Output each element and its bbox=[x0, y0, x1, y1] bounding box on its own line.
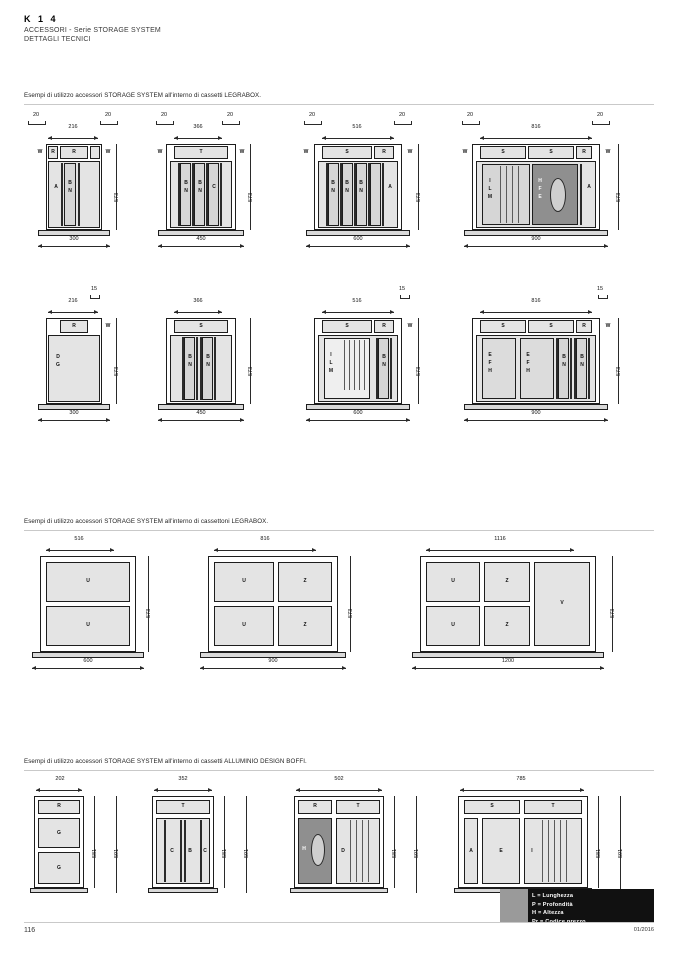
figure-r2-c2 bbox=[150, 286, 280, 436]
dim-width: 450 bbox=[196, 236, 206, 242]
label-b: B bbox=[68, 180, 72, 186]
dim-inner-width: 366 bbox=[193, 298, 203, 304]
section-2-caption: Esempi di utilizzo accessori STORAGE SYSTEM all'interno di cassettoni LEGRABOX. bbox=[24, 518, 269, 525]
section-3-caption: Esempi di utilizzo accessori STORAGE SYSTEM all'interno di cassetti ALLUMINIO DESIGN BOFFI. bbox=[24, 758, 307, 765]
page-code: K 1 4 bbox=[24, 14, 59, 24]
label-d: D bbox=[56, 354, 60, 360]
dim-top-right: 20 bbox=[226, 112, 234, 118]
figure-r4-c3 bbox=[284, 776, 434, 906]
label-b3: B bbox=[359, 180, 363, 186]
label-g2: G bbox=[57, 865, 61, 871]
dim-width: 600 bbox=[353, 410, 363, 416]
legend-lines bbox=[532, 892, 586, 926]
label-h: H bbox=[302, 846, 306, 852]
dim-top-left: 20 bbox=[308, 112, 316, 118]
dim-height: 573 bbox=[416, 192, 422, 202]
dim-top-left: 20 bbox=[466, 112, 474, 118]
dim-width: 300 bbox=[69, 410, 79, 416]
dim-inner-width: 816 bbox=[260, 536, 270, 542]
dim-width: 1200 bbox=[501, 658, 515, 664]
dim-width: 900 bbox=[531, 236, 541, 242]
dim-top-right: 15 bbox=[596, 286, 604, 292]
label-i: I bbox=[489, 178, 491, 184]
dim-top-right: 20 bbox=[398, 112, 406, 118]
dim-inner-width: 816 bbox=[531, 124, 541, 130]
header-subtitle-1: ACCESSORI - Serie STORAGE SYSTEM bbox=[24, 27, 161, 34]
dim-height-b: 591 bbox=[114, 848, 120, 858]
footer-rule bbox=[24, 922, 654, 923]
base-plinth bbox=[290, 888, 388, 893]
label-n1: N bbox=[562, 362, 566, 368]
label-s1: S bbox=[501, 149, 505, 155]
label-u-tl: U bbox=[451, 578, 455, 584]
label-n2: N bbox=[345, 188, 349, 194]
label-b2: B bbox=[198, 180, 202, 186]
label-r: R bbox=[582, 149, 586, 155]
label-s: S bbox=[345, 149, 349, 155]
label-l: L bbox=[329, 360, 333, 366]
dim-width: 600 bbox=[353, 236, 363, 242]
label-e: E bbox=[538, 194, 542, 200]
dim-height-b: 591 bbox=[414, 848, 420, 858]
dim-inner-width: 202 bbox=[55, 776, 65, 782]
figure-r4-c4 bbox=[446, 776, 656, 906]
label-r: R bbox=[382, 323, 386, 329]
dim-width: 900 bbox=[531, 410, 541, 416]
dim-inner-width: 216 bbox=[68, 298, 78, 304]
dim-width: 300 bbox=[69, 236, 79, 242]
label-v: V bbox=[560, 600, 564, 606]
dim-inner-width: 785 bbox=[516, 776, 526, 782]
dim-inner-width: 516 bbox=[74, 536, 84, 542]
label-s1: S bbox=[501, 323, 505, 329]
label-b2: B bbox=[206, 354, 210, 360]
header-subtitle-2: DETTAGLI TECNICI bbox=[24, 36, 91, 43]
label-d: D bbox=[341, 848, 345, 854]
label-c2: C bbox=[203, 848, 207, 854]
dim-width: 900 bbox=[268, 658, 278, 664]
dim-inner-width: 216 bbox=[68, 124, 78, 130]
section-2-rule bbox=[24, 530, 654, 531]
label-z-br: Z bbox=[303, 622, 307, 628]
dim-height: 573 bbox=[416, 366, 422, 376]
label-m: M bbox=[328, 368, 334, 374]
figure-r1-c2 bbox=[150, 112, 280, 262]
dim-height: 573 bbox=[616, 366, 622, 376]
label-b1: B bbox=[331, 180, 335, 186]
dim-height: 573 bbox=[616, 192, 622, 202]
label-b: B bbox=[382, 354, 386, 360]
label-m: M bbox=[487, 194, 493, 200]
figure-r3-c1 bbox=[24, 534, 184, 684]
figure-r2-c1 bbox=[24, 286, 144, 436]
page-number: 116 bbox=[24, 927, 36, 934]
dim-top-right: 15 bbox=[398, 286, 406, 292]
dim-height: 573 bbox=[146, 608, 152, 618]
label-u-bl: U bbox=[451, 622, 455, 628]
base-plinth bbox=[30, 888, 88, 893]
label-n: N bbox=[382, 362, 386, 368]
dim-top-right: 20 bbox=[596, 112, 604, 118]
dim-height-a: 581 bbox=[596, 848, 602, 858]
label-u-tl: U bbox=[242, 578, 246, 584]
dim-inner-width: 516 bbox=[352, 298, 362, 304]
label-r: R bbox=[582, 323, 586, 329]
label-i: I bbox=[531, 848, 533, 854]
label-n1: N bbox=[331, 188, 335, 194]
label-s2: S bbox=[549, 323, 553, 329]
label-u-top: U bbox=[86, 578, 90, 584]
section-1-rule bbox=[24, 104, 654, 105]
bowl-icon bbox=[550, 178, 566, 212]
label-r: R bbox=[57, 803, 61, 809]
footer-date: 01/2016 bbox=[633, 927, 654, 933]
legend-swatch bbox=[500, 889, 528, 923]
label-w-left: W bbox=[462, 149, 468, 155]
base-plinth bbox=[148, 888, 218, 893]
dim-inner-width: 516 bbox=[352, 124, 362, 130]
label-w-left: W bbox=[303, 149, 309, 155]
section-1-caption: Esempi di utilizzo accessori STORAGE SYSTEM all'interno di cassetti LEGRABOX. bbox=[24, 92, 262, 99]
label-w-left: W bbox=[157, 149, 163, 155]
figure-r4-c2 bbox=[142, 776, 272, 906]
label-g: G bbox=[56, 362, 60, 368]
tray-w-right bbox=[90, 146, 100, 159]
label-n3: N bbox=[359, 188, 363, 194]
tray-b bbox=[64, 163, 76, 226]
dim-height: 573 bbox=[348, 608, 354, 618]
figure-r3-c3 bbox=[408, 534, 648, 684]
label-t: T bbox=[356, 803, 360, 809]
label-w-right: W bbox=[605, 149, 611, 155]
label-n2: N bbox=[580, 362, 584, 368]
dim-height-a: 581 bbox=[92, 848, 98, 858]
dim-height-b: 591 bbox=[244, 848, 250, 858]
label-t: T bbox=[551, 803, 555, 809]
dim-height: 573 bbox=[114, 366, 120, 376]
label-w: W bbox=[105, 323, 111, 329]
legend-line-3: H = Altezza bbox=[532, 910, 564, 916]
page-header bbox=[24, 14, 161, 43]
label-f1: F bbox=[488, 360, 492, 366]
label-n2: N bbox=[206, 362, 210, 368]
dim-height-a: 581 bbox=[222, 848, 228, 858]
label-b2: B bbox=[580, 354, 584, 360]
dim-top-left: 20 bbox=[32, 112, 40, 118]
label-f2: F bbox=[526, 360, 530, 366]
label-b1: B bbox=[184, 180, 188, 186]
label-n1: N bbox=[188, 362, 192, 368]
dim-inner-width: 352 bbox=[178, 776, 188, 782]
figure-r1-c3 bbox=[296, 112, 446, 262]
label-h2: H bbox=[526, 368, 530, 374]
label-n2: N bbox=[198, 188, 202, 194]
label-t: T bbox=[181, 803, 185, 809]
label-b1: B bbox=[562, 354, 566, 360]
label-e1: E bbox=[488, 352, 492, 358]
label-a: A bbox=[54, 184, 58, 190]
label-e2: E bbox=[526, 352, 530, 358]
label-e: E bbox=[499, 848, 503, 854]
tray-lower bbox=[48, 335, 100, 402]
dim-height: 573 bbox=[248, 192, 254, 202]
label-w-left: W bbox=[37, 149, 43, 155]
label-w-right: W bbox=[407, 149, 413, 155]
figure-r1-c1 bbox=[24, 112, 144, 262]
label-n1: N bbox=[184, 188, 188, 194]
label-h: H bbox=[538, 178, 542, 184]
label-a: A bbox=[587, 184, 591, 190]
label-z-tm: Z bbox=[505, 578, 509, 584]
label-f: F bbox=[538, 186, 542, 192]
dim-top-right: 15 bbox=[90, 286, 98, 292]
dim-top-right: 20 bbox=[104, 112, 112, 118]
dim-height: 573 bbox=[610, 608, 616, 618]
dim-top-left: 20 bbox=[160, 112, 168, 118]
label-w-right: W bbox=[239, 149, 245, 155]
dim-inner-width: 502 bbox=[334, 776, 344, 782]
legend-line-2: P = Profondità bbox=[532, 901, 573, 908]
label-r: R bbox=[313, 803, 317, 809]
dim-inner-width: 1116 bbox=[494, 536, 506, 542]
label-l: L bbox=[488, 186, 492, 192]
label-g1: G bbox=[57, 830, 61, 836]
dim-height-b: 591 bbox=[618, 848, 624, 858]
figure-r2-c4 bbox=[456, 286, 656, 436]
dim-inner-width: 366 bbox=[193, 124, 203, 130]
dim-inner-width: 816 bbox=[531, 298, 541, 304]
label-c1: C bbox=[170, 848, 174, 854]
dim-width: 600 bbox=[83, 658, 93, 664]
label-u-bl: U bbox=[242, 622, 246, 628]
legend-line-1: L = Lunghezza bbox=[532, 893, 574, 899]
label-i: I bbox=[330, 352, 332, 358]
dim-height: 573 bbox=[114, 192, 120, 202]
label-z-bm: Z bbox=[505, 622, 509, 628]
label-b2: B bbox=[345, 180, 349, 186]
label-w-right: W bbox=[105, 149, 111, 155]
section-3-rule bbox=[24, 770, 654, 771]
legend-box bbox=[500, 889, 654, 923]
figure-r4-c1 bbox=[24, 776, 134, 906]
label-c: C bbox=[212, 184, 216, 190]
label-u-bottom: U bbox=[86, 622, 90, 628]
label-w: W bbox=[407, 323, 413, 329]
label-tray-center: R bbox=[72, 149, 76, 155]
figure-r1-c4 bbox=[456, 112, 656, 262]
label-h1: H bbox=[488, 368, 492, 374]
label-n: N bbox=[68, 188, 72, 194]
label-z-tr: Z bbox=[303, 578, 307, 584]
label-s: S bbox=[490, 803, 494, 809]
figure-r3-c2 bbox=[196, 534, 386, 684]
label-b1: B bbox=[188, 354, 192, 360]
label-a: A bbox=[388, 184, 392, 190]
label-tray-r: R bbox=[51, 149, 55, 155]
label-r: R bbox=[382, 149, 386, 155]
figure-r2-c3 bbox=[296, 286, 446, 436]
label-b: B bbox=[188, 848, 192, 854]
dim-height: 573 bbox=[248, 366, 254, 376]
label-s2: S bbox=[549, 149, 553, 155]
dim-height-a: 581 bbox=[392, 848, 398, 858]
bowl-icon bbox=[311, 834, 325, 866]
label-s: S bbox=[345, 323, 349, 329]
label-s: S bbox=[199, 323, 203, 329]
label-t: T bbox=[199, 149, 203, 155]
label-r: R bbox=[72, 323, 76, 329]
dim-width: 450 bbox=[196, 410, 206, 416]
label-w: W bbox=[605, 323, 611, 329]
label-a: A bbox=[469, 848, 473, 854]
